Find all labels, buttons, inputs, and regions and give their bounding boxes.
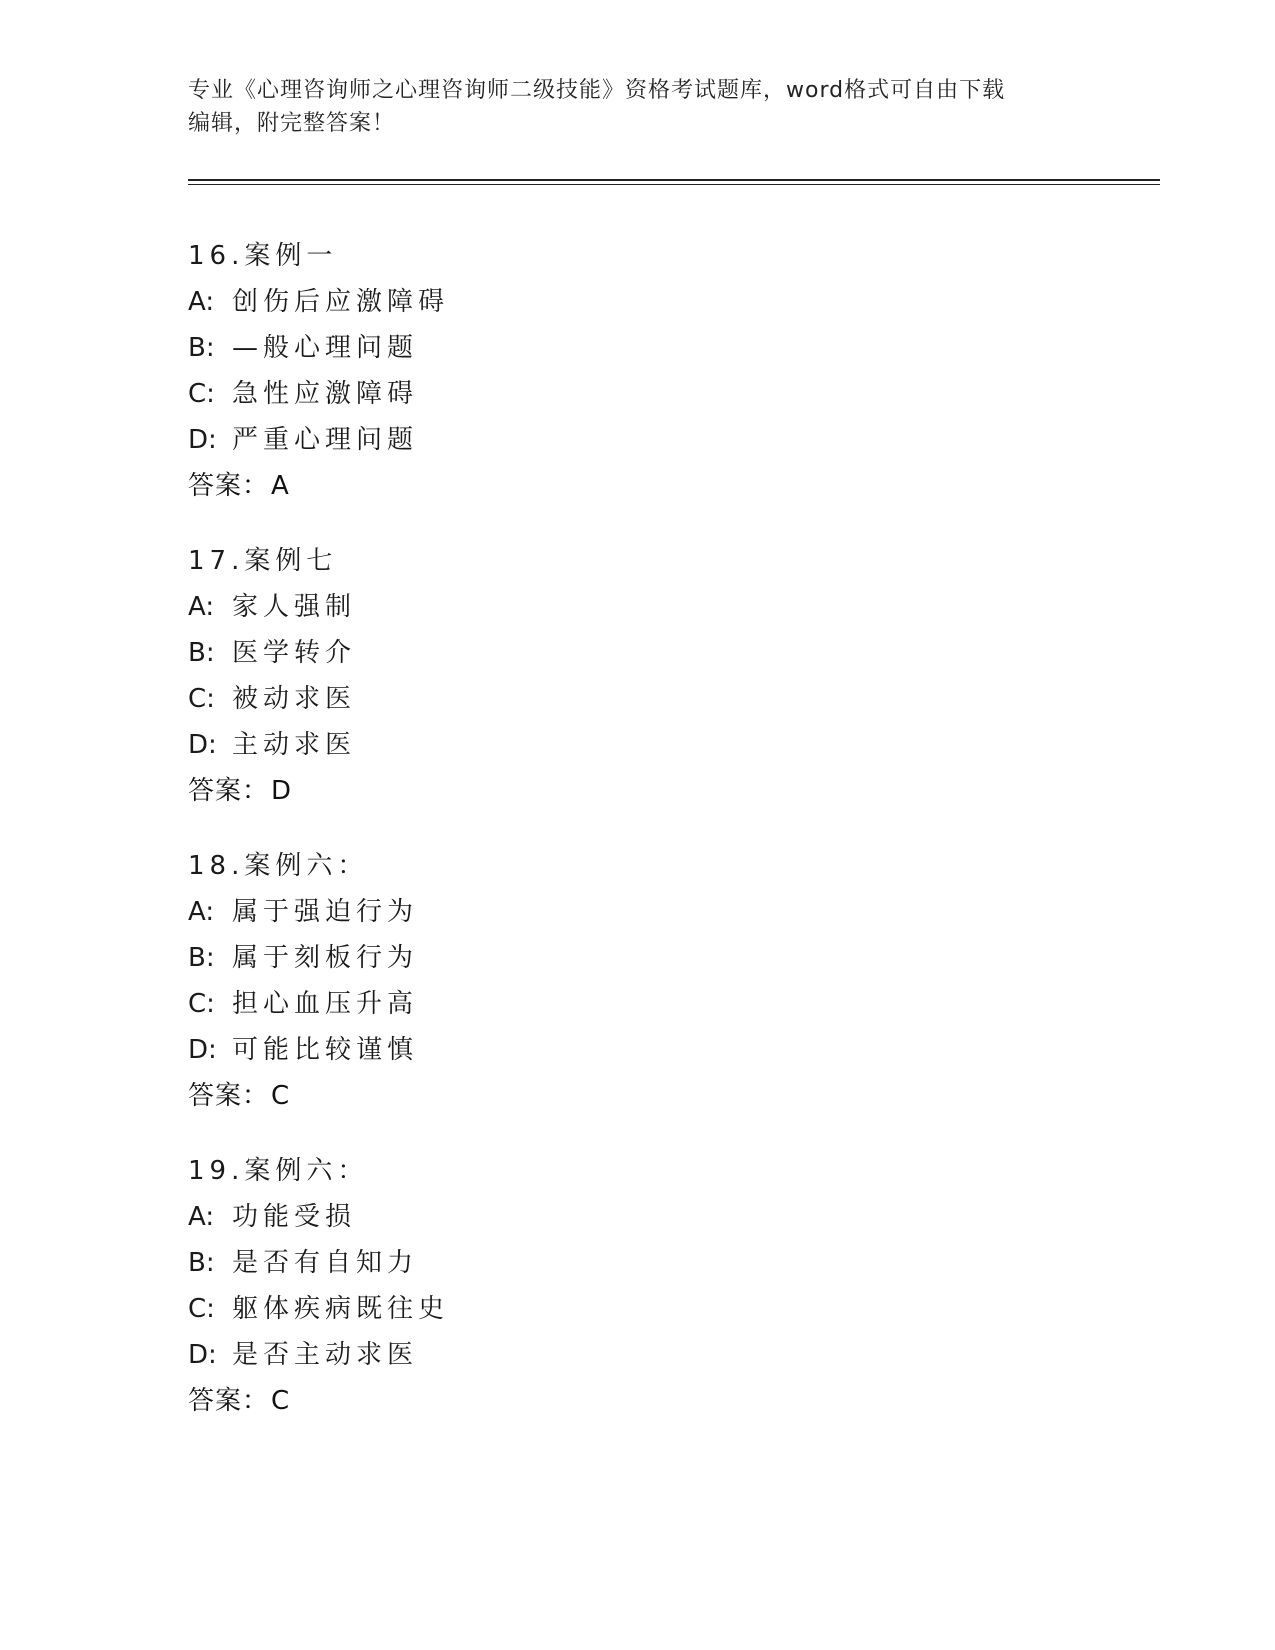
option-text: 主动求医 [232,730,357,760]
answer-line [188,463,1088,509]
answer-value: C [271,1386,291,1416]
option-label: C: [188,989,215,1019]
answer-value: A [271,471,290,501]
option-text: 可能比较谨慎 [232,1035,419,1065]
option-text: 家人强制 [232,592,357,622]
option-label: D: [188,730,217,760]
option-c [188,1286,1088,1332]
option-label: C: [188,684,215,714]
header-line-1: 专业《心理咨询师之心理咨询师二级技能》资格考试题库，word格式可自由下载 [188,78,1006,103]
option-d [188,417,1088,463]
question-block-19 [188,1148,1088,1424]
option-text: 躯体疾病既往史 [232,1294,450,1324]
option-b [188,935,1088,981]
option-text: 是否有自知力 [232,1248,419,1278]
question-block-18 [188,843,1088,1119]
answer-value: C [271,1081,291,1111]
option-text: 功能受损 [232,1202,357,1232]
option-c [188,371,1088,417]
option-a [188,584,1088,630]
option-text: 创伤后应激障碍 [232,287,450,317]
document-header [188,74,1088,140]
option-a [188,279,1088,325]
option-label: C: [188,1294,215,1324]
option-text: 担心血压升高 [232,989,419,1019]
option-b [188,1240,1088,1286]
answer-line [188,1073,1088,1119]
option-label: D: [188,1035,217,1065]
answer-label: 答案： [188,1081,270,1111]
option-d [188,1027,1088,1073]
option-b [188,630,1088,676]
option-label: B: [188,943,215,973]
option-text: 医学转介 [232,638,357,668]
answer-line [188,768,1088,814]
option-d [188,722,1088,768]
answer-label: 答案： [188,776,270,806]
option-label: A: [188,592,215,622]
question-title: 17.案例七 [188,546,338,576]
option-label: C: [188,379,215,409]
answer-label: 答案： [188,1386,270,1416]
option-label: D: [188,425,217,455]
option-a [188,889,1088,935]
option-text: 属于刻板行为 [232,943,419,973]
question-block-17 [188,538,1088,814]
answer-label: 答案： [188,471,270,501]
option-c [188,981,1088,1027]
question-block-16 [188,233,1088,509]
header-divider-thin [188,184,1160,185]
option-text: 被动求医 [232,684,357,714]
answer-line [188,1378,1088,1424]
option-text: —般心理问题 [232,333,419,363]
option-label: A: [188,1202,215,1232]
option-d [188,1332,1088,1378]
option-label: D: [188,1340,217,1370]
option-c [188,676,1088,722]
question-title: 16.案例一 [188,241,338,271]
header-divider-thick [188,179,1160,181]
question-title: 18.案例六： [188,851,369,881]
option-b [188,325,1088,371]
option-label: B: [188,638,215,668]
option-label: B: [188,1248,215,1278]
option-label: A: [188,897,215,927]
answer-value: D [271,776,293,806]
option-text: 是否主动求医 [232,1340,419,1370]
option-text: 急性应激障碍 [232,379,419,409]
option-label: B: [188,333,215,363]
question-title: 19.案例六： [188,1156,369,1186]
option-text: 属于强迫行为 [232,897,419,927]
option-label: A: [188,287,215,317]
header-line-2: 编辑，附完整答案！ [188,111,396,136]
option-a [188,1194,1088,1240]
option-text: 严重心理问题 [232,425,419,455]
